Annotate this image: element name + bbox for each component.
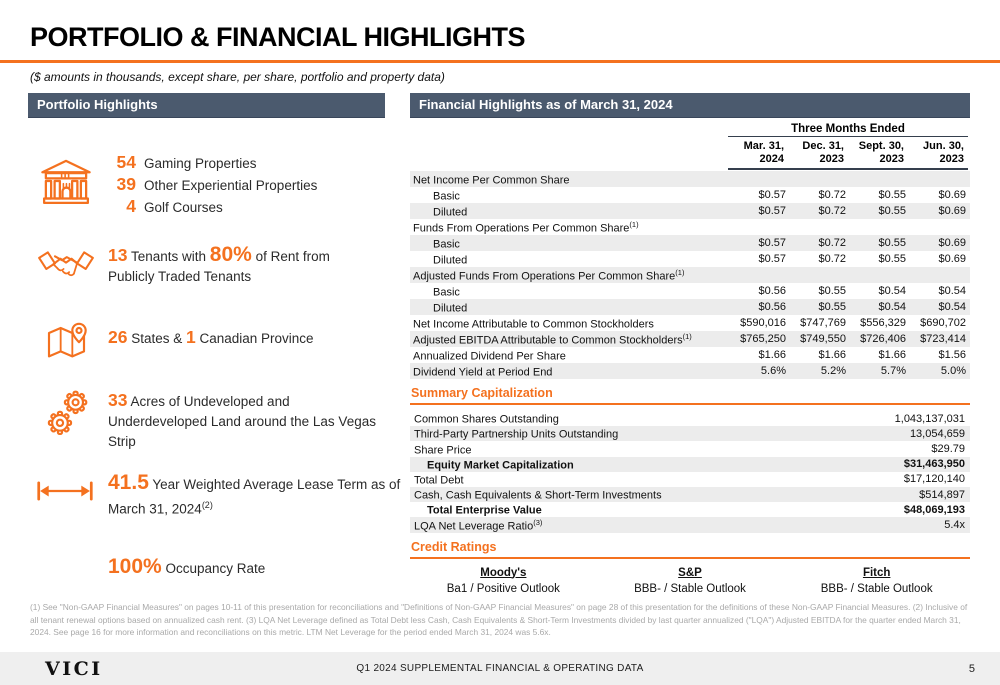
column-header-q1: Mar. 31, 2024 (743, 140, 784, 165)
agency-sp (597, 567, 784, 595)
provinces-count: 1 (186, 327, 196, 347)
table-row: Diluted $0.57 $0.72 $0.55 $0.69 (433, 253, 966, 267)
tenants-text (108, 245, 360, 287)
credit-ratings-row (410, 567, 970, 595)
acres-count: 33 (108, 390, 128, 410)
agency-moodys (410, 567, 597, 595)
properties-lines (108, 152, 383, 218)
gaming-properties-label: Gaming Properties (144, 156, 257, 171)
map-pin-icon (44, 321, 94, 370)
table-row: Diluted $0.57 $0.72 $0.55 $0.69 (410, 203, 970, 219)
title-accent-rule (0, 60, 1000, 63)
cap-row: Share Price $29.79 (414, 442, 965, 457)
land-text (108, 390, 380, 452)
page-number: 5 (968, 662, 975, 675)
bank-icon (38, 156, 94, 211)
lease-term-value: 41.5 (108, 471, 149, 494)
cap-row: Total Debt $17,120,140 (414, 473, 965, 487)
states-count: 26 (108, 327, 128, 347)
credit-ratings-rule (410, 557, 970, 559)
summary-capitalization-heading: Summary Capitalization (411, 386, 553, 400)
occupancy-value: 100% (108, 555, 162, 578)
cap-row: Cash, Cash Equivalents & Short-Term Investments $514,897 (410, 487, 970, 502)
agency-fitch (783, 567, 970, 595)
cap-row: Common Shares Outstanding 1,043,137,031 (414, 412, 965, 426)
column-group-label: Three Months Ended (728, 123, 968, 137)
column-header-q2: Jun. 30, 2023 (923, 140, 964, 165)
agency-rating: BBB- / Stable Outlook (820, 582, 933, 595)
provinces-label: Canadian Province (195, 331, 314, 346)
lease-term-text (108, 473, 408, 520)
states-label: States & (127, 331, 186, 346)
column-header-q4: Dec. 31, 2023 (802, 140, 844, 165)
handshake-icon (36, 246, 96, 289)
agency-rating: Ba1 / Positive Outlook (446, 582, 560, 595)
portfolio-highlights-section (28, 93, 401, 585)
table-row: Basic $0.57 $0.72 $0.55 $0.69 (410, 235, 970, 251)
table-row: Funds From Operations Per Common Share$^{(1)}$ (413, 219, 639, 235)
tenants-label-2: of Rent from Publicly Traded Tenants (108, 249, 330, 284)
table-row: Adjusted Funds From Operations Per Common Share$^{(1)}$ (410, 267, 970, 283)
experiential-properties-line (108, 174, 383, 196)
credit-ratings-heading: Credit Ratings (411, 539, 497, 554)
cap-row-equity-market-cap: Equity Market Capitalization $31,463,950 (410, 457, 970, 472)
agency-name: Moody's (480, 566, 527, 579)
table-row: Basic $0.57 $0.72 $0.55 $0.69 (433, 189, 966, 203)
lease-term-label: Year Weighted Average Lease Term as of March 31, 2024 (108, 477, 401, 517)
cap-row-total-enterprise-value: Total Enterprise Value $48,069,193 (427, 503, 965, 518)
gears-icon (46, 388, 92, 443)
capitalization-table (410, 411, 970, 533)
cap-row: Third-Party Partnership Units Outstanding 13,054,659 (410, 426, 970, 441)
summary-capitalization-rule (410, 403, 970, 405)
land-label: Acres of Undeveloped and Underdeveloped Land around the Las Vegas Strip (108, 394, 376, 449)
experiential-properties-label: Other Experiential Properties (144, 178, 318, 193)
footer-title: Q1 2024 SUPPLEMENTAL FINANCIAL & OPERATING DATA (356, 663, 644, 674)
financial-table-head (410, 123, 970, 170)
golf-courses-count: 4 (126, 196, 136, 216)
column-header-q3: Sept. 30, 2023 (858, 140, 904, 165)
table-row: Diluted $0.56 $0.55 $0.54 $0.54 (410, 299, 970, 315)
rent-percent: 80% (209, 243, 252, 266)
tenants-count: 13 (108, 245, 128, 265)
arrow-span-icon (36, 480, 94, 507)
table-row: Adjusted EBITDA Attributable to Common Stockholders$^{(1)}$ $765,250 $749,550 $726,406 $723,414 (410, 331, 970, 347)
footer (0, 652, 1000, 685)
tenants-label-1: Tenants with (127, 249, 210, 264)
financial-table-body (410, 171, 970, 379)
table-row: Net Income Attributable to Common Stockholders $590,016 $747,769 $556,329 $690,702 (413, 317, 966, 331)
golf-courses-line (108, 196, 383, 218)
column-headers (728, 137, 968, 170)
golf-courses-label: Golf Courses (144, 200, 223, 215)
subtitle: ($ amounts in thousands, except share, per share, portfolio and property data) (30, 70, 445, 84)
portfolio-section-header: Portfolio Highlights (28, 93, 385, 118)
table-row: Annualized Dividend Per Share $1.66 $1.66 $1.66 $1.56 (413, 349, 966, 363)
financial-section-header: Financial Highlights as of March 31, 2024 (410, 93, 970, 118)
geography-text (108, 327, 383, 349)
table-row: Dividend Yield at Period End 5.6% 5.2% 5.7% 5.0% (410, 363, 970, 379)
agency-name: S&P (678, 566, 702, 579)
footnotes: (1) See "Non-GAAP Financial Measures" on pages 10-11 of this presentation for reconciliations and "Definitions of Non-GAAP Financial Measures" on page 28 of this presentation for the definitions of these Non-GAAP Financial Measures. (2) Inclusive of all tenant renewal options based on annualized cash rent. (3) LQA Net Leverage defined as Total Debt less Cash, Cash Equivalents & Short-Term Investments divided by last quarter annualized ("LQA") Adjusted EBITDA for the quarter ended March 31, 2024. See page 16 for more information and reconciliations on this metric. LTM Net Leverage for the period ended March 31, 2024 was 5.6x. (30, 602, 968, 638)
table-row: Net Income Per Common Share (410, 171, 970, 187)
cap-row: LQA Net Leverage Ratio$^{(3)}$ 5.4x (410, 517, 970, 532)
page-title: PORTFOLIO & FINANCIAL HIGHLIGHTS (30, 22, 525, 52)
occupancy-label: Occupancy Rate (161, 561, 266, 576)
agency-name: Fitch (862, 566, 891, 579)
occupancy-text (108, 557, 383, 579)
agency-rating: BBB- / Stable Outlook (634, 582, 746, 595)
gaming-properties-count: 54 (116, 152, 136, 172)
financial-highlights-section (410, 93, 970, 595)
table-row: Basic $0.56 $0.55 $0.54 $0.54 (433, 285, 966, 299)
gaming-properties-line (108, 152, 383, 174)
experiential-properties-count: 39 (116, 174, 136, 194)
vici-logo: VICI (45, 657, 103, 680)
lease-term-footnote-ref: (2) (201, 500, 213, 510)
